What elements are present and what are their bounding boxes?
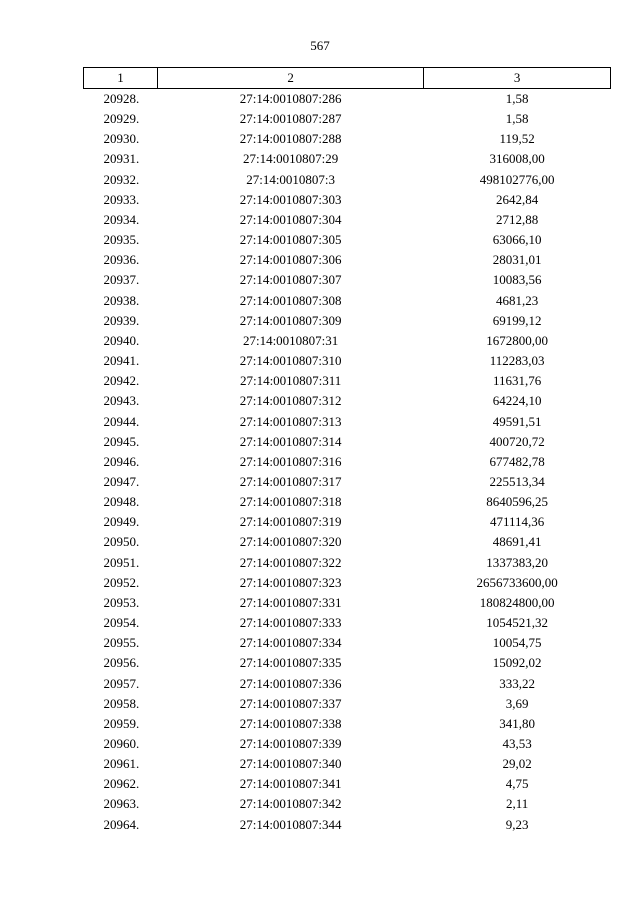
cadastral-number: 27:14:0010807:303 [239,191,342,207]
value: 8640596,25 [486,494,549,510]
row-number: 20934. [103,211,140,227]
value: 63066,10 [492,232,542,248]
cadastral-number: 27:14:0010807:336 [239,675,342,691]
row-number: 20945. [103,433,140,449]
table-row [84,815,611,835]
row-number: 20931. [103,151,140,167]
value: 10083,56 [492,272,542,288]
table-row [84,371,611,391]
table-row [84,714,611,734]
row-number: 20961. [103,756,140,772]
row-number: 20957. [103,675,140,691]
table-row [84,512,611,532]
row-number: 20930. [103,131,140,147]
row-number: 20962. [103,776,140,792]
row-number: 20943. [103,393,140,409]
table-row [84,89,611,110]
cadastral-number: 27:14:0010807:288 [239,131,342,147]
cadastral-number: 27:14:0010807:287 [239,111,342,127]
cadastral-number: 27:14:0010807:320 [239,534,342,550]
value: 1672800,00 [486,332,549,348]
cadastral-number: 27:14:0010807:344 [239,816,342,832]
value: 4681,23 [496,292,539,308]
table-row [84,734,611,754]
row-number: 20944. [103,413,140,429]
table-row [84,391,611,411]
table-row [84,674,611,694]
table-row [84,492,611,512]
cadastral-number: 27:14:0010807:317 [239,473,342,489]
cadastral-number: 27:14:0010807:308 [239,292,342,308]
row-number: 20960. [103,736,140,751]
value: 1054521,32 [486,615,549,631]
value: 2712,88 [496,211,539,227]
row-number: 20929. [103,111,140,127]
row-number: 20956. [103,655,140,671]
table-row [84,472,611,492]
table-header [84,68,611,89]
cadastral-number: 27:14:0010807:313 [239,413,342,429]
cadastral-number: 27:14:0010807:286 [239,91,342,106]
table-row [84,270,611,290]
value: 11631,76 [493,373,542,389]
cadastral-number: 27:14:0010807:318 [239,494,342,510]
cadastral-number: 27:14:0010807:337 [239,695,342,711]
cadastral-number: 27:14:0010807:304 [239,211,342,227]
value: 225513,34 [489,473,545,489]
row-number: 20952. [103,574,140,590]
row-number: 20938. [103,292,140,308]
table-row [84,452,611,472]
value: 400720,72 [489,433,545,449]
cadastral-number: 27:14:0010807:311 [239,373,342,389]
table-row [84,774,611,794]
cadastral-number: 27:14:0010807:323 [239,574,342,590]
value: 2656733600,00 [476,574,558,590]
cadastral-number: 27:14:0010807:331 [239,594,342,610]
cadastral-number: 27:14:0010807:3 [246,171,336,187]
table-row [84,311,611,331]
value: 316008,00 [489,151,545,167]
row-number: 20958. [103,695,140,711]
value: 3,69 [505,695,529,711]
cadastral-number: 27:14:0010807:340 [239,756,342,772]
value: 1337383,20 [486,554,549,570]
value: 15092,02 [492,655,542,671]
cadastral-number: 27:14:0010807:319 [239,514,342,530]
cadastral-number: 27:14:0010807:310 [239,353,342,369]
value: 1,58 [505,111,529,127]
cadastral-number: 27:14:0010807:342 [239,796,342,812]
value: 112283,03 [489,353,545,369]
cadastral-number: 27:14:0010807:338 [239,715,342,731]
cadastral-number: 27:14:0010807:339 [239,736,342,751]
row-number: 20959. [103,715,140,731]
row-number: 20932. [103,171,140,187]
value: 69199,12 [492,312,542,328]
value: 119,52 [499,131,535,147]
row-number: 20936. [103,252,140,268]
table-body [84,89,611,835]
cadastral-number: 27:14:0010807:309 [239,312,342,328]
row-number: 20951. [103,554,140,570]
table-row [84,573,611,593]
table-row [84,210,611,230]
table-row [84,613,611,633]
value: 64224,10 [492,393,542,409]
row-number: 20941. [103,353,140,369]
value: 341,80 [499,715,536,731]
table-row [84,230,611,250]
row-number: 20940. [103,332,140,348]
row-number: 20933. [103,191,140,207]
cadastral-number: 27:14:0010807:306 [239,252,342,268]
cadastral-number: 27:14:0010807:341 [239,776,342,792]
row-number: 20939. [103,312,140,328]
cadastral-number: 27:14:0010807:335 [239,655,342,671]
cadastral-number: 27:14:0010807:316 [239,453,342,469]
registry-table [83,67,611,835]
value: 677482,78 [489,453,545,469]
table-row [84,432,611,452]
table-row [84,412,611,432]
value: 4,75 [505,776,529,792]
value: 48691,41 [492,534,542,550]
column-header-1: 1 [84,68,158,89]
table-row [84,250,611,270]
value: 1,58 [505,91,529,106]
column-header-3: 3 [424,68,611,89]
cadastral-number: 27:14:0010807:314 [239,433,342,449]
column-header-2: 2 [157,68,423,89]
table-row [84,593,611,613]
header-row [84,68,611,89]
row-number: 20963. [103,796,140,812]
cadastral-number: 27:14:0010807:307 [239,272,342,288]
value: 498102776,00 [479,171,555,187]
row-number: 20949. [103,514,140,530]
table-row [84,129,611,149]
table-row [84,694,611,714]
cadastral-number: 27:14:0010807:312 [239,393,342,409]
cadastral-number: 27:14:0010807:31 [242,332,339,348]
row-number: 20948. [103,494,140,510]
table-row [84,149,611,169]
value: 10054,75 [492,635,542,651]
table-row [84,794,611,814]
value: 471114,36 [490,514,545,530]
row-number: 20928. [103,91,140,106]
value: 2642,84 [496,191,539,207]
page-number: 567 [310,38,330,53]
value: 9,23 [505,816,529,832]
row-number: 20935. [103,232,140,248]
table-row [84,190,611,210]
row-number: 20955. [103,635,140,651]
value: 180824800,00 [479,594,555,610]
value: 333,22 [499,675,536,691]
table-row [84,291,611,311]
value: 49591,51 [492,413,542,429]
value: 43,53 [502,736,532,751]
row-number: 20953. [103,594,140,610]
table-row [84,633,611,653]
value: 29,02 [502,756,532,772]
cadastral-number: 27:14:0010807:333 [239,615,342,631]
row-number: 20946. [103,453,140,469]
row-number: 20950. [103,534,140,550]
value: 2,11 [506,796,529,812]
row-number: 20954. [103,615,140,631]
cadastral-number: 27:14:0010807:29 [242,151,339,167]
table-row [84,331,611,351]
row-number: 20964. [103,816,140,832]
table-row [84,754,611,774]
table-row [84,351,611,371]
table-row [84,532,611,552]
cadastral-number: 27:14:0010807:334 [239,635,342,651]
table-row [84,653,611,673]
row-number: 20942. [103,373,140,389]
cadastral-number: 27:14:0010807:305 [239,232,342,248]
table-row [84,109,611,129]
row-number: 20937. [103,272,140,288]
value: 28031,01 [492,252,542,268]
cadastral-number: 27:14:0010807:322 [239,554,342,570]
row-number: 20947. [103,473,140,489]
table-row [84,170,611,190]
table-row [84,553,611,573]
